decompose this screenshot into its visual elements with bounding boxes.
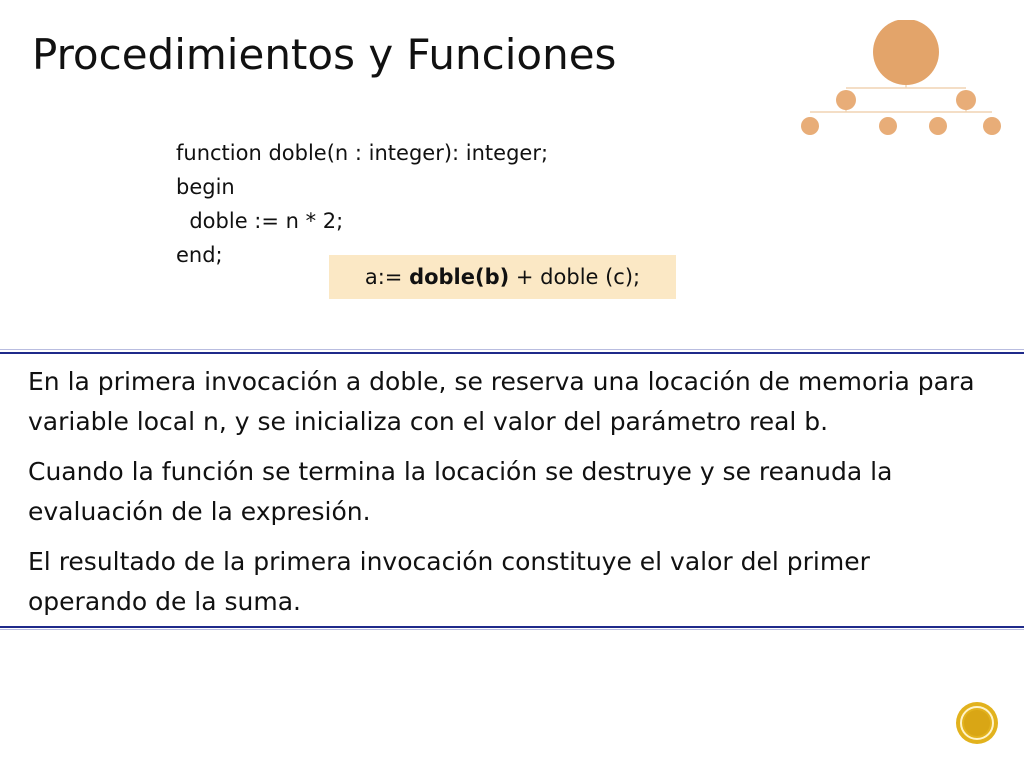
code-block [176,136,548,272]
code-line: doble := n * 2; [176,209,344,233]
code-line: begin [176,175,235,199]
expression-suffix: + doble (c); [509,265,641,289]
circle-button-icon[interactable] [954,700,1000,746]
expression-box [329,255,676,299]
divider-top [0,352,1024,354]
slide-title: Procedimientos y Funciones [32,30,617,79]
paragraph: En la primera invocación a doble, se reserva una locación de memoria para variable local n, y se inicializa con el valor del parámetro real b. [28,367,975,436]
code-line: function doble(n : integer): integer; [176,141,549,165]
divider-bottom [0,626,1024,628]
expression-bold: doble(b) [409,265,510,289]
paragraph: Cuando la función se termina la locación se destruye y se reanuda la evaluación de la expresión. [28,457,893,526]
hierarchy-tree-icon [796,20,1006,149]
expression-prefix: a:= [364,265,410,289]
code-line: end; [176,243,223,267]
explanation-text [28,362,988,632]
paragraph: El resultado de la primera invocación constituye el valor del primer operando de la suma. [28,547,870,616]
